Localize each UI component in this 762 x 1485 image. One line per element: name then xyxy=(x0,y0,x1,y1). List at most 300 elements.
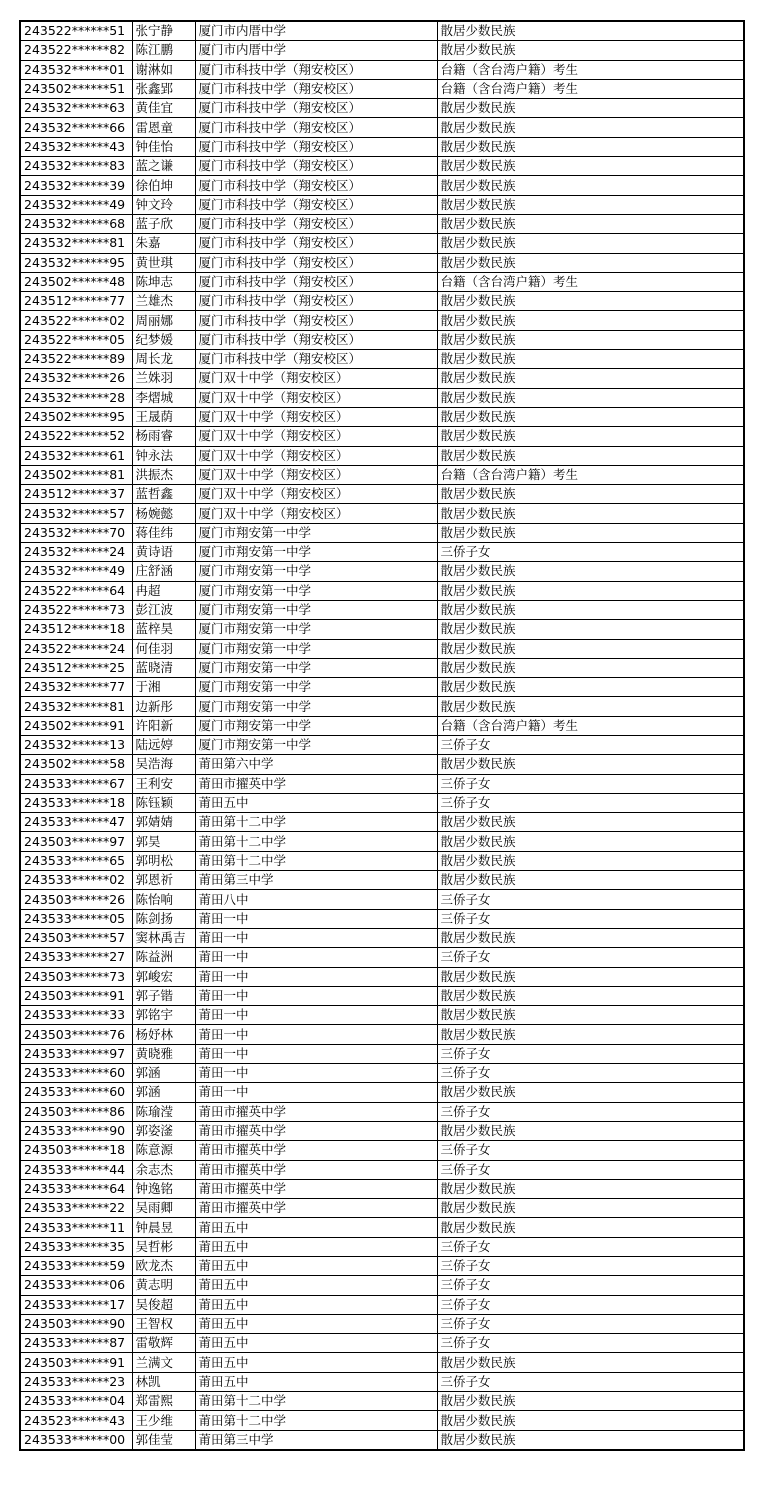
candidate-id-cell: 243533******90 xyxy=(20,1121,132,1140)
candidate-id-cell: 243522******02 xyxy=(20,311,132,330)
table-row xyxy=(20,118,744,137)
student-name-cell: 陈怡响 xyxy=(132,890,195,909)
candidate-id-cell: 243502******48 xyxy=(20,272,132,291)
student-name-cell: 陈剑扬 xyxy=(132,909,195,928)
student-name-cell: 郭婧婧 xyxy=(132,813,195,832)
category-cell: 三侨子女 xyxy=(437,774,744,793)
table-row xyxy=(20,813,744,832)
table-row xyxy=(20,234,744,253)
school-cell: 厦门市翔安第一中学 xyxy=(195,523,437,542)
category-cell: 散居少数民族 xyxy=(437,620,744,639)
table-row xyxy=(20,581,744,600)
student-name-cell: 朱嘉 xyxy=(132,234,195,253)
school-cell: 莆田五中 xyxy=(195,1295,437,1314)
candidate-id-cell: 243522******82 xyxy=(20,41,132,60)
category-cell: 台籍（含台湾户籍）考生 xyxy=(437,272,744,291)
student-name-cell: 郑雷熙 xyxy=(132,1392,195,1411)
student-name-cell: 蓝哲鑫 xyxy=(132,485,195,504)
table-row xyxy=(20,41,744,60)
candidate-id-cell: 243533******33 xyxy=(20,1006,132,1025)
school-cell: 莆田第三中学 xyxy=(195,871,437,890)
candidate-id-cell: 243503******57 xyxy=(20,928,132,947)
student-name-cell: 王少维 xyxy=(132,1411,195,1430)
category-cell: 散居少数民族 xyxy=(437,986,744,1005)
category-cell: 三侨子女 xyxy=(437,890,744,909)
student-name-cell: 黄晓雅 xyxy=(132,1044,195,1063)
candidate-id-cell: 243533******02 xyxy=(20,871,132,890)
candidate-id-cell: 243533******87 xyxy=(20,1334,132,1353)
candidate-id-cell: 243523******43 xyxy=(20,1411,132,1430)
school-cell: 厦门市翔安第一中学 xyxy=(195,600,437,619)
school-cell: 厦门双十中学（翔安校区） xyxy=(195,369,437,388)
candidate-id-cell: 243532******26 xyxy=(20,369,132,388)
student-name-cell: 雷恩童 xyxy=(132,118,195,137)
table-row xyxy=(20,1006,744,1025)
table-row xyxy=(20,1411,744,1430)
category-cell: 散居少数民族 xyxy=(437,504,744,523)
candidate-id-cell: 243522******73 xyxy=(20,600,132,619)
category-cell: 散居少数民族 xyxy=(437,600,744,619)
table-row xyxy=(20,967,744,986)
student-name-cell: 蓝子欣 xyxy=(132,214,195,233)
table-row xyxy=(20,678,744,697)
roster-table xyxy=(19,20,745,1451)
candidate-id-cell: 243522******51 xyxy=(20,21,132,41)
candidate-id-cell: 243522******24 xyxy=(20,639,132,658)
category-cell: 三侨子女 xyxy=(437,1372,744,1391)
school-cell: 莆田五中 xyxy=(195,793,437,812)
candidate-id-cell: 243502******91 xyxy=(20,716,132,735)
candidate-id-cell: 243512******37 xyxy=(20,485,132,504)
school-cell: 莆田市擢英中学 xyxy=(195,1160,437,1179)
category-cell: 三侨子女 xyxy=(437,1064,744,1083)
student-name-cell: 蒋佳纬 xyxy=(132,523,195,542)
school-cell: 厦门市翔安第一中学 xyxy=(195,543,437,562)
school-cell: 莆田市擢英中学 xyxy=(195,1199,437,1218)
category-cell: 散居少数民族 xyxy=(437,157,744,176)
student-name-cell: 陈坤志 xyxy=(132,272,195,291)
student-name-cell: 钟佳怡 xyxy=(132,137,195,156)
candidate-id-cell: 243532******28 xyxy=(20,388,132,407)
category-cell: 散居少数民族 xyxy=(437,41,744,60)
candidate-id-cell: 243503******86 xyxy=(20,1102,132,1121)
student-name-cell: 彭江波 xyxy=(132,600,195,619)
candidate-id-cell: 243532******81 xyxy=(20,697,132,716)
candidate-id-cell: 243503******26 xyxy=(20,890,132,909)
student-name-cell: 谢淋如 xyxy=(132,60,195,79)
table-row xyxy=(20,311,744,330)
candidate-id-cell: 243533******60 xyxy=(20,1064,132,1083)
student-name-cell: 郭姿滏 xyxy=(132,1121,195,1140)
school-cell: 厦门市科技中学（翔安校区） xyxy=(195,60,437,79)
table-row xyxy=(20,1392,744,1411)
school-cell: 厦门市翔安第一中学 xyxy=(195,639,437,658)
table-row xyxy=(20,1257,744,1276)
table-row xyxy=(20,793,744,812)
school-cell: 厦门市科技中学（翔安校区） xyxy=(195,214,437,233)
school-cell: 莆田一中 xyxy=(195,1064,437,1083)
category-cell: 三侨子女 xyxy=(437,793,744,812)
category-cell: 三侨子女 xyxy=(437,1141,744,1160)
school-cell: 莆田一中 xyxy=(195,948,437,967)
school-cell: 厦门双十中学（翔安校区） xyxy=(195,407,437,426)
category-cell: 台籍（含台湾户籍）考生 xyxy=(437,716,744,735)
category-cell: 散居少数民族 xyxy=(437,1218,744,1237)
candidate-id-cell: 243533******27 xyxy=(20,948,132,967)
candidate-id-cell: 243533******67 xyxy=(20,774,132,793)
roster-body xyxy=(20,21,744,1450)
table-row xyxy=(20,1372,744,1391)
school-cell: 厦门市翔安第一中学 xyxy=(195,678,437,697)
table-row xyxy=(20,214,744,233)
category-cell: 散居少数民族 xyxy=(437,195,744,214)
table-row xyxy=(20,79,744,98)
student-name-cell: 钟逸铭 xyxy=(132,1179,195,1198)
candidate-id-cell: 243522******05 xyxy=(20,330,132,349)
school-cell: 莆田一中 xyxy=(195,1006,437,1025)
category-cell: 台籍（含台湾户籍）考生 xyxy=(437,60,744,79)
student-name-cell: 纪梦媛 xyxy=(132,330,195,349)
student-name-cell: 陈意源 xyxy=(132,1141,195,1160)
table-row xyxy=(20,176,744,195)
student-name-cell: 陈钰颖 xyxy=(132,793,195,812)
category-cell: 散居少数民族 xyxy=(437,678,744,697)
candidate-id-cell: 243512******18 xyxy=(20,620,132,639)
student-name-cell: 兰雄杰 xyxy=(132,292,195,311)
candidate-id-cell: 243502******95 xyxy=(20,407,132,426)
category-cell: 散居少数民族 xyxy=(437,928,744,947)
candidate-id-cell: 243532******95 xyxy=(20,253,132,272)
student-name-cell: 兰满文 xyxy=(132,1353,195,1372)
category-cell: 散居少数民族 xyxy=(437,137,744,156)
category-cell: 三侨子女 xyxy=(437,543,744,562)
student-name-cell: 杨雨睿 xyxy=(132,427,195,446)
category-cell: 三侨子女 xyxy=(437,735,744,754)
school-cell: 莆田第十二中学 xyxy=(195,1392,437,1411)
school-cell: 厦门市科技中学（翔安校区） xyxy=(195,311,437,330)
school-cell: 厦门市科技中学（翔安校区） xyxy=(195,292,437,311)
table-row xyxy=(20,1237,744,1256)
table-row xyxy=(20,1064,744,1083)
table-row xyxy=(20,986,744,1005)
student-name-cell: 蓝梓昊 xyxy=(132,620,195,639)
school-cell: 莆田第三中学 xyxy=(195,1430,437,1450)
student-name-cell: 钟晨昱 xyxy=(132,1218,195,1237)
school-cell: 厦门市翔安第一中学 xyxy=(195,562,437,581)
school-cell: 厦门市科技中学（翔安校区） xyxy=(195,157,437,176)
student-name-cell: 雷敬辉 xyxy=(132,1334,195,1353)
category-cell: 散居少数民族 xyxy=(437,851,744,870)
table-row xyxy=(20,1044,744,1063)
school-cell: 莆田第十二中学 xyxy=(195,832,437,851)
candidate-id-cell: 243533******06 xyxy=(20,1276,132,1295)
table-row xyxy=(20,407,744,426)
school-cell: 厦门双十中学（翔安校区） xyxy=(195,485,437,504)
student-name-cell: 许阳新 xyxy=(132,716,195,735)
student-name-cell: 郭恩祈 xyxy=(132,871,195,890)
candidate-id-cell: 243533******05 xyxy=(20,909,132,928)
candidate-id-cell: 243532******77 xyxy=(20,678,132,697)
student-name-cell: 钟永法 xyxy=(132,446,195,465)
candidate-id-cell: 243503******91 xyxy=(20,1353,132,1372)
table-row xyxy=(20,388,744,407)
candidate-id-cell: 243532******81 xyxy=(20,234,132,253)
school-cell: 莆田五中 xyxy=(195,1237,437,1256)
candidate-id-cell: 243533******22 xyxy=(20,1199,132,1218)
table-row xyxy=(20,600,744,619)
student-name-cell: 吴哲彬 xyxy=(132,1237,195,1256)
category-cell: 台籍（含台湾户籍）考生 xyxy=(437,79,744,98)
student-name-cell: 吴俊超 xyxy=(132,1295,195,1314)
category-cell: 三侨子女 xyxy=(437,1314,744,1333)
category-cell: 散居少数民族 xyxy=(437,967,744,986)
candidate-id-cell: 243533******97 xyxy=(20,1044,132,1063)
category-cell: 散居少数民族 xyxy=(437,871,744,890)
category-cell: 散居少数民族 xyxy=(437,755,744,774)
table-row xyxy=(20,292,744,311)
category-cell: 散居少数民族 xyxy=(437,118,744,137)
student-name-cell: 郭峻宏 xyxy=(132,967,195,986)
student-name-cell: 蓝晓清 xyxy=(132,658,195,677)
candidate-id-cell: 243533******18 xyxy=(20,793,132,812)
candidate-id-cell: 243522******89 xyxy=(20,350,132,369)
school-cell: 厦门市翔安第一中学 xyxy=(195,697,437,716)
category-cell: 散居少数民族 xyxy=(437,369,744,388)
candidate-id-cell: 243533******35 xyxy=(20,1237,132,1256)
school-cell: 莆田五中 xyxy=(195,1218,437,1237)
school-cell: 厦门市科技中学（翔安校区） xyxy=(195,195,437,214)
candidate-id-cell: 243533******60 xyxy=(20,1083,132,1102)
table-row xyxy=(20,1276,744,1295)
candidate-id-cell: 243532******01 xyxy=(20,60,132,79)
candidate-id-cell: 243522******52 xyxy=(20,427,132,446)
category-cell: 散居少数民族 xyxy=(437,1392,744,1411)
category-cell: 散居少数民族 xyxy=(437,21,744,41)
category-cell: 散居少数民族 xyxy=(437,562,744,581)
table-row xyxy=(20,948,744,967)
student-name-cell: 庄舒涵 xyxy=(132,562,195,581)
student-name-cell: 周丽娜 xyxy=(132,311,195,330)
student-name-cell: 边新彤 xyxy=(132,697,195,716)
student-name-cell: 李熠城 xyxy=(132,388,195,407)
school-cell: 厦门市翔安第一中学 xyxy=(195,735,437,754)
school-cell: 莆田一中 xyxy=(195,1044,437,1063)
table-row xyxy=(20,909,744,928)
category-cell: 散居少数民族 xyxy=(437,99,744,118)
school-cell: 厦门市科技中学（翔安校区） xyxy=(195,272,437,291)
category-cell: 散居少数民族 xyxy=(437,388,744,407)
school-cell: 厦门双十中学（翔安校区） xyxy=(195,446,437,465)
candidate-id-cell: 243532******83 xyxy=(20,157,132,176)
candidate-id-cell: 243532******49 xyxy=(20,562,132,581)
candidate-id-cell: 243512******25 xyxy=(20,658,132,677)
student-name-cell: 郭铭宇 xyxy=(132,1006,195,1025)
table-row xyxy=(20,350,744,369)
table-row xyxy=(20,735,744,754)
table-row xyxy=(20,1102,744,1121)
student-name-cell: 郭明松 xyxy=(132,851,195,870)
student-name-cell: 于湘 xyxy=(132,678,195,697)
school-cell: 厦门双十中学（翔安校区） xyxy=(195,504,437,523)
school-cell: 厦门市科技中学（翔安校区） xyxy=(195,253,437,272)
student-name-cell: 洪振杰 xyxy=(132,465,195,484)
category-cell: 散居少数民族 xyxy=(437,234,744,253)
table-row xyxy=(20,427,744,446)
table-row xyxy=(20,774,744,793)
table-row xyxy=(20,562,744,581)
candidate-id-cell: 243502******58 xyxy=(20,755,132,774)
school-cell: 莆田一中 xyxy=(195,1083,437,1102)
student-name-cell: 陈瑜滢 xyxy=(132,1102,195,1121)
category-cell: 散居少数民族 xyxy=(437,350,744,369)
candidate-id-cell: 243532******24 xyxy=(20,543,132,562)
category-cell: 三侨子女 xyxy=(437,1237,744,1256)
school-cell: 厦门市科技中学（翔安校区） xyxy=(195,234,437,253)
table-row xyxy=(20,697,744,716)
category-cell: 散居少数民族 xyxy=(437,1083,744,1102)
school-cell: 厦门市科技中学（翔安校区） xyxy=(195,118,437,137)
category-cell: 散居少数民族 xyxy=(437,1411,744,1430)
school-cell: 莆田市擢英中学 xyxy=(195,774,437,793)
table-row xyxy=(20,890,744,909)
candidate-id-cell: 243532******49 xyxy=(20,195,132,214)
school-cell: 厦门双十中学（翔安校区） xyxy=(195,465,437,484)
candidate-id-cell: 243532******43 xyxy=(20,137,132,156)
student-name-cell: 陈江鹏 xyxy=(132,41,195,60)
table-row xyxy=(20,716,744,735)
table-row xyxy=(20,1160,744,1179)
student-name-cell: 张鑫郢 xyxy=(132,79,195,98)
student-name-cell: 杨妤林 xyxy=(132,1025,195,1044)
student-name-cell: 郭子锴 xyxy=(132,986,195,1005)
school-cell: 莆田一中 xyxy=(195,986,437,1005)
school-cell: 莆田五中 xyxy=(195,1334,437,1353)
school-cell: 厦门市内厝中学 xyxy=(195,21,437,41)
student-name-cell: 郭昊 xyxy=(132,832,195,851)
school-cell: 莆田一中 xyxy=(195,1025,437,1044)
category-cell: 散居少数民族 xyxy=(437,1430,744,1450)
category-cell: 散居少数民族 xyxy=(437,427,744,446)
student-name-cell: 杨婉懿 xyxy=(132,504,195,523)
category-cell: 散居少数民族 xyxy=(437,292,744,311)
category-cell: 散居少数民族 xyxy=(437,1199,744,1218)
table-row xyxy=(20,620,744,639)
school-cell: 厦门市翔安第一中学 xyxy=(195,620,437,639)
school-cell: 厦门市科技中学（翔安校区） xyxy=(195,350,437,369)
school-cell: 莆田一中 xyxy=(195,928,437,947)
category-cell: 散居少数民族 xyxy=(437,813,744,832)
category-cell: 散居少数民族 xyxy=(437,1121,744,1140)
candidate-id-cell: 243532******61 xyxy=(20,446,132,465)
table-row xyxy=(20,1295,744,1314)
school-cell: 莆田八中 xyxy=(195,890,437,909)
table-row xyxy=(20,639,744,658)
category-cell: 散居少数民族 xyxy=(437,485,744,504)
student-name-cell: 兰姝羽 xyxy=(132,369,195,388)
table-row xyxy=(20,1334,744,1353)
category-cell: 三侨子女 xyxy=(437,1295,744,1314)
student-name-cell: 郭佳莹 xyxy=(132,1430,195,1450)
candidate-id-cell: 243503******90 xyxy=(20,1314,132,1333)
category-cell: 散居少数民族 xyxy=(437,330,744,349)
table-row xyxy=(20,195,744,214)
school-cell: 莆田五中 xyxy=(195,1276,437,1295)
table-row xyxy=(20,1025,744,1044)
candidate-id-cell: 243512******77 xyxy=(20,292,132,311)
category-cell: 散居少数民族 xyxy=(437,1353,744,1372)
table-row xyxy=(20,60,744,79)
category-cell: 散居少数民族 xyxy=(437,1179,744,1198)
school-cell: 厦门市科技中学（翔安校区） xyxy=(195,330,437,349)
category-cell: 散居少数民族 xyxy=(437,581,744,600)
category-cell: 散居少数民族 xyxy=(437,446,744,465)
candidate-id-cell: 243502******51 xyxy=(20,79,132,98)
school-cell: 莆田市擢英中学 xyxy=(195,1141,437,1160)
category-cell: 三侨子女 xyxy=(437,1160,744,1179)
candidate-id-cell: 243533******04 xyxy=(20,1392,132,1411)
student-name-cell: 黄世琪 xyxy=(132,253,195,272)
category-cell: 散居少数民族 xyxy=(437,658,744,677)
student-name-cell: 吴雨卿 xyxy=(132,1199,195,1218)
student-name-cell: 黄诗语 xyxy=(132,543,195,562)
student-name-cell: 陆远婷 xyxy=(132,735,195,754)
table-row xyxy=(20,1141,744,1160)
candidate-id-cell: 243503******18 xyxy=(20,1141,132,1160)
table-row xyxy=(20,99,744,118)
candidate-id-cell: 243503******97 xyxy=(20,832,132,851)
school-cell: 莆田市擢英中学 xyxy=(195,1102,437,1121)
candidate-id-cell: 243502******81 xyxy=(20,465,132,484)
school-cell: 莆田一中 xyxy=(195,909,437,928)
table-row xyxy=(20,755,744,774)
category-cell: 散居少数民族 xyxy=(437,253,744,272)
school-cell: 厦门市内厝中学 xyxy=(195,41,437,60)
table-row xyxy=(20,1179,744,1198)
school-cell: 莆田五中 xyxy=(195,1353,437,1372)
table-row xyxy=(20,465,744,484)
table-row xyxy=(20,871,744,890)
category-cell: 散居少数民族 xyxy=(437,1006,744,1025)
table-row xyxy=(20,485,744,504)
candidate-id-cell: 243533******59 xyxy=(20,1257,132,1276)
candidate-id-cell: 243533******17 xyxy=(20,1295,132,1314)
student-name-cell: 蓝之谦 xyxy=(132,157,195,176)
table-row xyxy=(20,369,744,388)
candidate-id-cell: 243532******57 xyxy=(20,504,132,523)
category-cell: 三侨子女 xyxy=(437,1276,744,1295)
table-row xyxy=(20,21,744,41)
student-name-cell: 黄志明 xyxy=(132,1276,195,1295)
student-name-cell: 周长龙 xyxy=(132,350,195,369)
table-row xyxy=(20,504,744,523)
candidate-id-cell: 243503******91 xyxy=(20,986,132,1005)
table-row xyxy=(20,658,744,677)
table-row xyxy=(20,1430,744,1450)
candidate-id-cell: 243522******64 xyxy=(20,581,132,600)
candidate-id-cell: 243532******13 xyxy=(20,735,132,754)
school-cell: 莆田一中 xyxy=(195,967,437,986)
school-cell: 厦门市科技中学（翔安校区） xyxy=(195,79,437,98)
student-name-cell: 徐伯坤 xyxy=(132,176,195,195)
category-cell: 三侨子女 xyxy=(437,948,744,967)
table-row xyxy=(20,1199,744,1218)
candidate-id-cell: 243533******65 xyxy=(20,851,132,870)
school-cell: 莆田五中 xyxy=(195,1372,437,1391)
category-cell: 散居少数民族 xyxy=(437,214,744,233)
school-cell: 厦门双十中学（翔安校区） xyxy=(195,427,437,446)
category-cell: 散居少数民族 xyxy=(437,311,744,330)
school-cell: 莆田市擢英中学 xyxy=(195,1179,437,1198)
